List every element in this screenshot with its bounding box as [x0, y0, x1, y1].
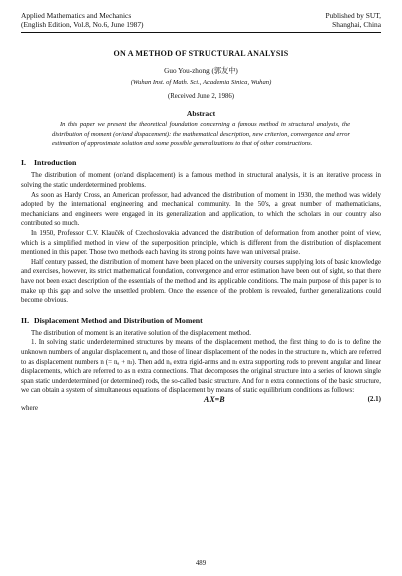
- paragraph: In 1950, Professor C.V. Klaučék of Czechoslovakia advanced the distribution of deformation from another point of view, which is a simplified method in view of the superposition principle, which is different from the distribution of displacement mentioned in this paper. Those two methods each having its strong points have wan universal praise.: [21, 228, 381, 257]
- equation-number: (2.1): [367, 394, 381, 403]
- section-title: Displacement Method and Distribution of Moment: [34, 315, 203, 325]
- abstract-heading: Abstract: [186, 109, 216, 119]
- publisher-info: [325, 12, 381, 29]
- paragraph: 1. In solving static underdetermined structures by means of the displacement method, the first thing to do is to define the unknown numbers of angular displacement nₐ and those of linear displacement of the nodes in the structure nₗ, which are referred to as displacement numbers n (= nₐ + nₗ). Then add nₐ extra rigid-arms and nₗ extra supporting rods to prevent angular and linear displacements, which are referred to as n extra connections. That decomposes the original structure into a series of known single span static underdetermined (or determined) rods, the so-called basic structure. And for n extra connections of the basic structure, we can obtain a system of simultaneous equations of displacement by means of static equilibrium conditions as follows:: [21, 338, 381, 395]
- section-title: Introduction: [34, 158, 77, 168]
- journal-name: Applied Mathematics and Mechanics: [21, 11, 132, 20]
- section-heading-displacement-method: [21, 316, 381, 325]
- paragraph: As soon as Hardy Cross, an American professor, had advanced the distribution of moment in 1930, the method was widely adopted by the international engineering and mechanical community. In the 50's, a great number of mathematicians, mechanicians and engineers were engaged in its generalization and application, to which the scholars in our country also contributed so much.: [21, 190, 381, 228]
- equation-expression: AX=B: [204, 394, 225, 404]
- author-affiliation: (Wuhan Inst. of Math. Sci., Academia Sinica, Wuhan): [130, 79, 272, 87]
- paragraph: Half century passed, the distribution of moment have been placed on the university courses supplying lots of basic knowledge and exercises, however, its strict mathematical foundation, convergence and error estimation have been out of sight, so that there have not been exact description of the essentials of the method and its applicable conditions. The main purpose of this paper is to make up this gap and solve the unsettled problem. Once the essence of the problem is revealed, further generalizations could become obvious.: [21, 257, 381, 305]
- section-number: I.: [21, 158, 26, 168]
- section-heading-introduction: [21, 158, 381, 167]
- equation-2-1: [21, 395, 381, 404]
- paper-title: ON A METHOD OF STRUCTURAL ANALYSIS: [113, 49, 289, 59]
- section-number: II.: [21, 315, 30, 325]
- publisher-location: Shanghai, China: [332, 19, 381, 29]
- abstract-text: In this paper we present the theoretical foundation concerning a famous method in structural analysis, the distribution of moment (or/and dispacement): the mathematical description, new criterion, convergence and error estimation of approximate solution and some possible generalizations to that of other constructions.: [52, 121, 350, 147]
- journal-issue: (English Edition, Vol.8, No.6, June 1987): [21, 19, 144, 29]
- page-number: 489: [195, 560, 207, 567]
- running-header: [21, 12, 381, 29]
- paragraph: The distribution of moment (or/and displacement) is a famous method in structural analysis, it is an iterative process in solving the static underdetermined problems.: [21, 171, 381, 189]
- publisher-name: Published by SUT,: [325, 11, 381, 20]
- where-label: where: [21, 403, 38, 412]
- paragraph: The distribution of moment is an iterative solution of the displacement method.: [31, 328, 252, 337]
- journal-info: [21, 12, 144, 29]
- received-date: (Received June 2, 1986): [167, 93, 235, 101]
- header-rule: [21, 32, 381, 33]
- author-name: Guo You-zhong (郭友中): [164, 67, 238, 76]
